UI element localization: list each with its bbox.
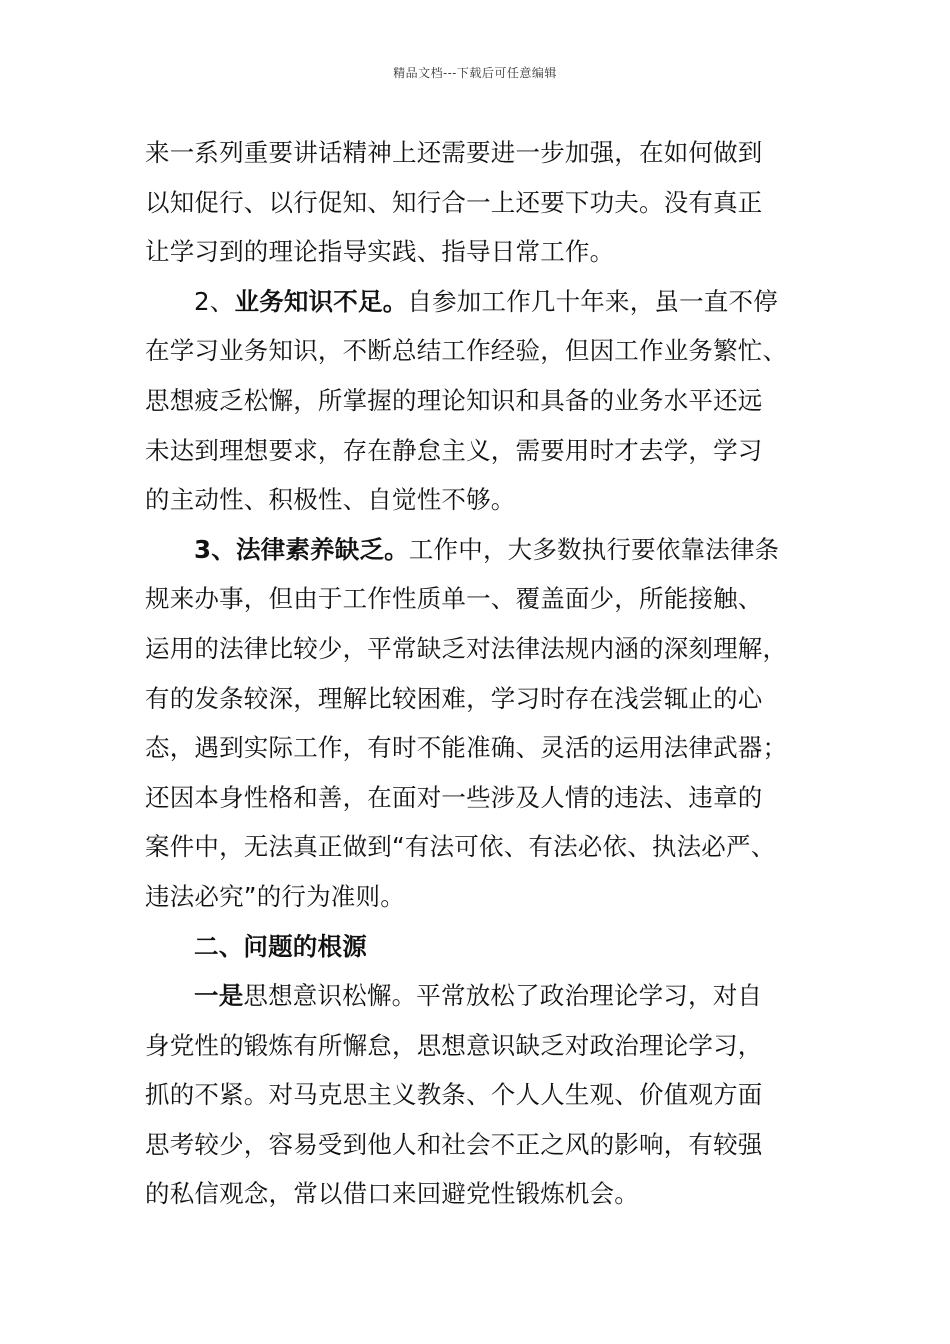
item-heading: 业务知识不足。 [234, 286, 408, 316]
text-line: 违法必究”的行为准则。 [145, 881, 405, 911]
item-heading: 一是 [194, 981, 244, 1011]
section-title: 二、问题的根源 [194, 931, 367, 961]
text-run: 思想意识松懈。平常放松了政治理论学习，对自 [243, 981, 763, 1011]
paragraph-first-line [145, 277, 810, 327]
text-line: 身党性的锻炼有所懈怠，思想意识缺乏对政治理论学习， [145, 1030, 763, 1060]
text-line: 的私信观念，常以借口来回避党性锻炼机会。 [145, 1179, 639, 1209]
text-line: 的主动性、积极性、自觉性不够。 [145, 485, 516, 515]
item-number: 2、 [194, 286, 235, 316]
text-line: 案件中，无法真正做到“有法可依、有法必依、执法必严、 [145, 832, 776, 862]
text-line: 思想疲乏松懈，所掌握的理论知识和具备的业务水平还远 [145, 385, 763, 415]
text-line: 规来办事，但由于工作性质单一、覆盖面少，所能接触、 [145, 584, 763, 614]
text-run: 自参加工作几十年来，虽一直不停 [407, 286, 778, 316]
text-line: 态，遇到实际工作，有时不能准确、灵活的运用法律武器； [145, 733, 788, 763]
paragraph-first-line [145, 525, 810, 575]
text-line: 有的发条较深，理解比较困难，学习时存在浅尝辄止的心 [145, 683, 763, 713]
text-line: 以知促行、以行促知、知行合一上还要下功夫。没有真正 [145, 187, 763, 217]
page-header: 精品文档---下载后可任意编辑 [393, 66, 557, 80]
text-line: 还因本身性格和善，在面对一些涉及人情的违法、违章的 [145, 782, 763, 812]
text-line: 思考较少，容易受到他人和社会不正之风的影响，有较强 [145, 1129, 763, 1159]
text-line: 未达到理想要求，存在静怠主义，需要用时才去学，学习 [145, 435, 763, 465]
document-body [145, 128, 810, 1219]
text-line: 让学习到的理论指导实践、指导日常工作。 [145, 237, 615, 267]
text-run: 工作中，大多数执行要依靠法律条 [408, 534, 780, 564]
text-line: 抓的不紧。对马克思主义教条、个人人生观、价值观方面 [145, 1080, 763, 1110]
item-heading: 3、法律素养缺乏。 [194, 534, 409, 564]
text-line: 在学习业务知识，不断总结工作经验，但因工作业务繁忙、 [145, 336, 788, 366]
text-line: 来一系列重要讲话精神上还需要进一步加强，在如何做到 [145, 138, 763, 167]
paragraph-first-line [145, 971, 810, 1021]
text-line: 运用的法律比较少，平常缺乏对法律法规内涵的深刻理解， [145, 633, 788, 663]
